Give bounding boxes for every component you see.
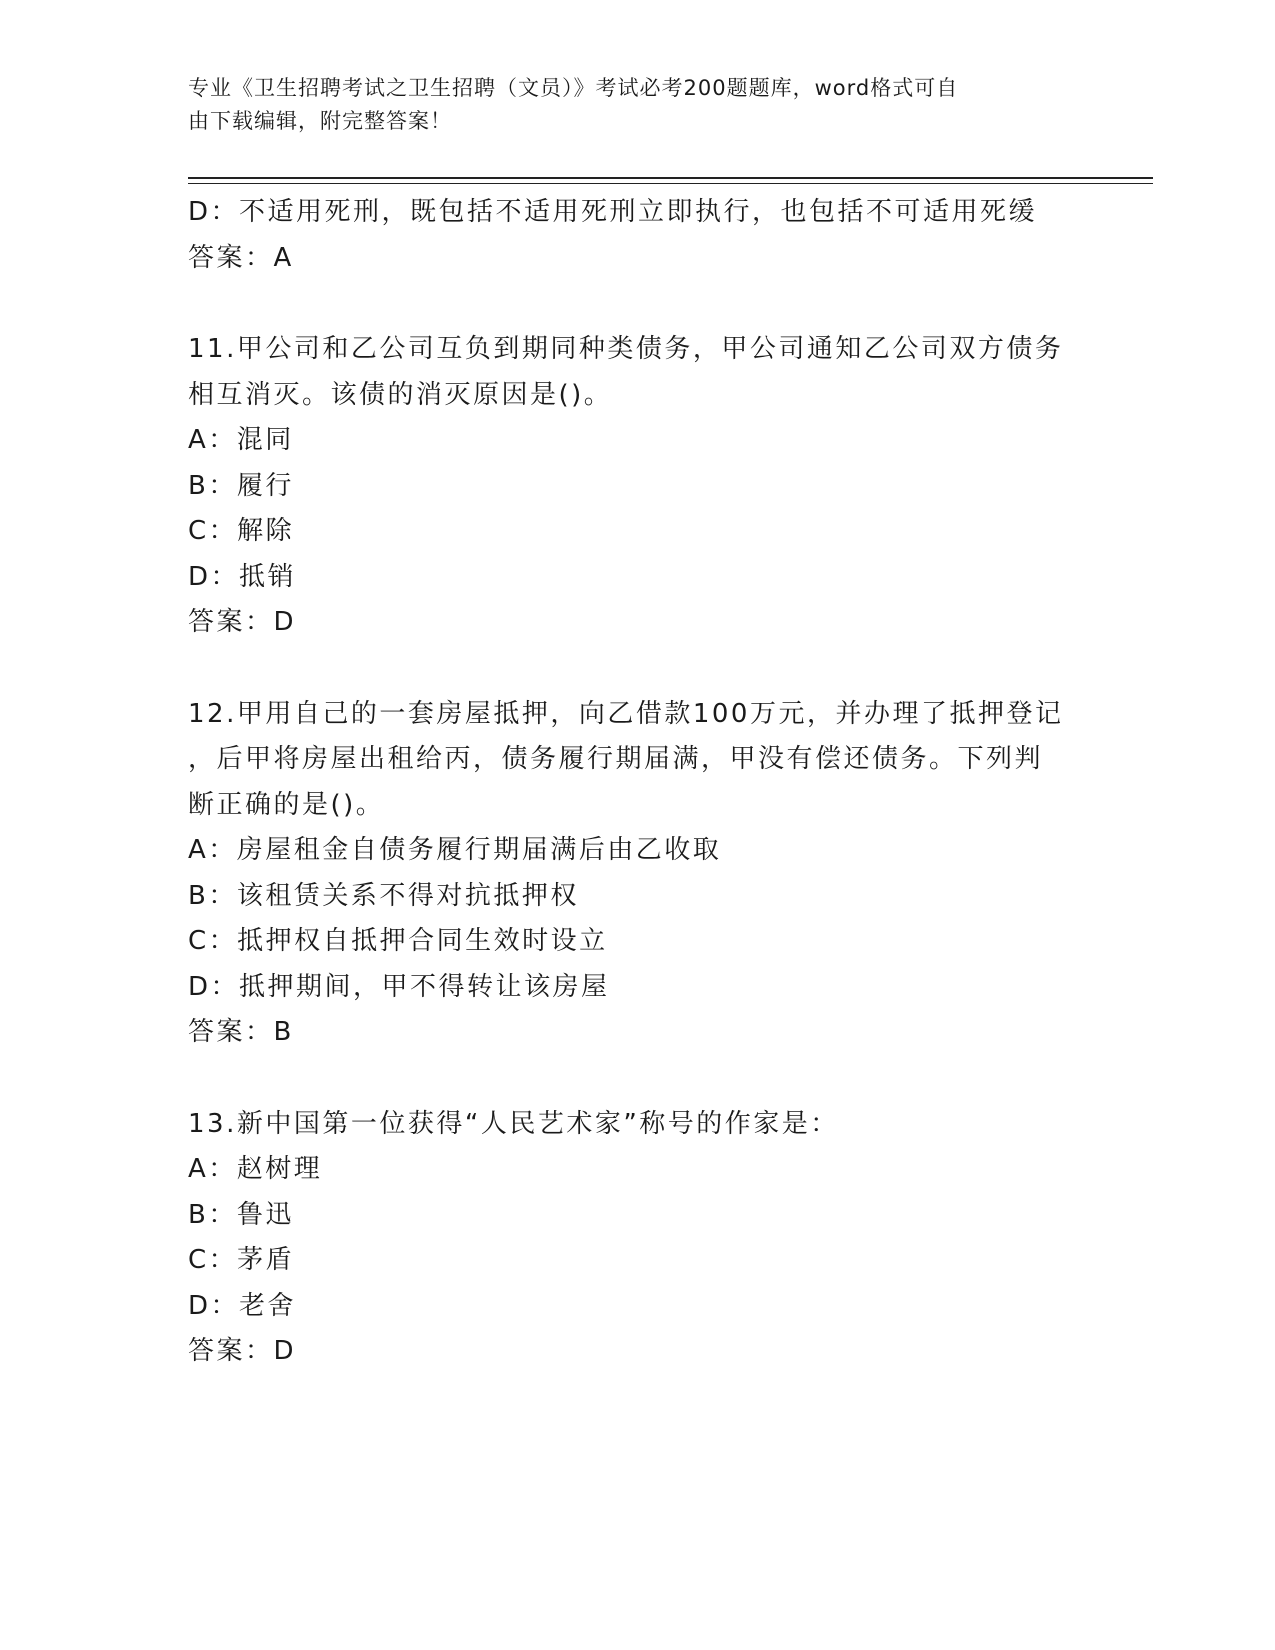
- option-b: B：该租赁关系不得对抗抵押权: [188, 880, 579, 911]
- question-13: [188, 1102, 1088, 1375]
- spacer: [188, 1056, 1088, 1102]
- option-b: B：履行: [188, 470, 294, 501]
- answer-line: 答案：A: [188, 242, 294, 273]
- option-b: B：鲁迅: [188, 1199, 294, 1230]
- question-text: ，后甲将房屋出租给丙，债务履行期届满，甲没有偿还债务。下列判: [188, 744, 1044, 774]
- option-d: D：抵押期间，甲不得转让该房屋: [188, 971, 610, 1002]
- question-text: 13.新中国第一位获得“人民艺术家”称号的作家是：: [188, 1108, 839, 1139]
- option-a: A：赵树理: [188, 1154, 323, 1184]
- option-a: A：混同: [188, 425, 294, 455]
- question-text: 相互消灭。该债的消灭原因是()。: [188, 379, 613, 410]
- document-header: [188, 72, 1078, 138]
- header-line-2: 由下载编辑，附完整答案！: [188, 109, 452, 133]
- spacer: [188, 646, 1088, 692]
- option-d: D：抵销: [188, 561, 297, 592]
- question-11: [188, 327, 1088, 646]
- question-12: [188, 692, 1088, 1056]
- question-text: 11.甲公司和乙公司互负到期同种类债务，甲公司通知乙公司双方债务: [188, 334, 1064, 364]
- spacer: [188, 281, 1088, 327]
- option-c: C：解除: [188, 516, 295, 546]
- previous-question-tail: [188, 190, 1088, 281]
- answer-line: 答案：D: [188, 607, 297, 637]
- answer-line: 答案：B: [188, 1017, 294, 1047]
- option-d: D：老舍: [188, 1290, 297, 1321]
- header-divider-thick: [188, 177, 1153, 179]
- option-c: C：茅盾: [188, 1245, 295, 1275]
- question-list: [188, 190, 1088, 1375]
- answer-line: 答案：D: [188, 1336, 297, 1366]
- option-d: D：不适用死刑，既包括不适用死刑立即执行，也包括不可适用死缓: [188, 197, 1038, 227]
- header-line-1: 专业《卫生招聘考试之卫生招聘（文员）》考试必考200题题库，word格式可自: [188, 76, 959, 100]
- option-a: A：房屋租金自债务履行期届满后由乙收取: [188, 835, 722, 865]
- header-divider-thin: [188, 183, 1153, 184]
- question-text: 12.甲用自己的一套房屋抵押，向乙借款100万元，并办理了抵押登记: [188, 698, 1064, 729]
- question-text: 断正确的是()。: [188, 789, 385, 820]
- option-c: C：抵押权自抵押合同生效时设立: [188, 926, 608, 956]
